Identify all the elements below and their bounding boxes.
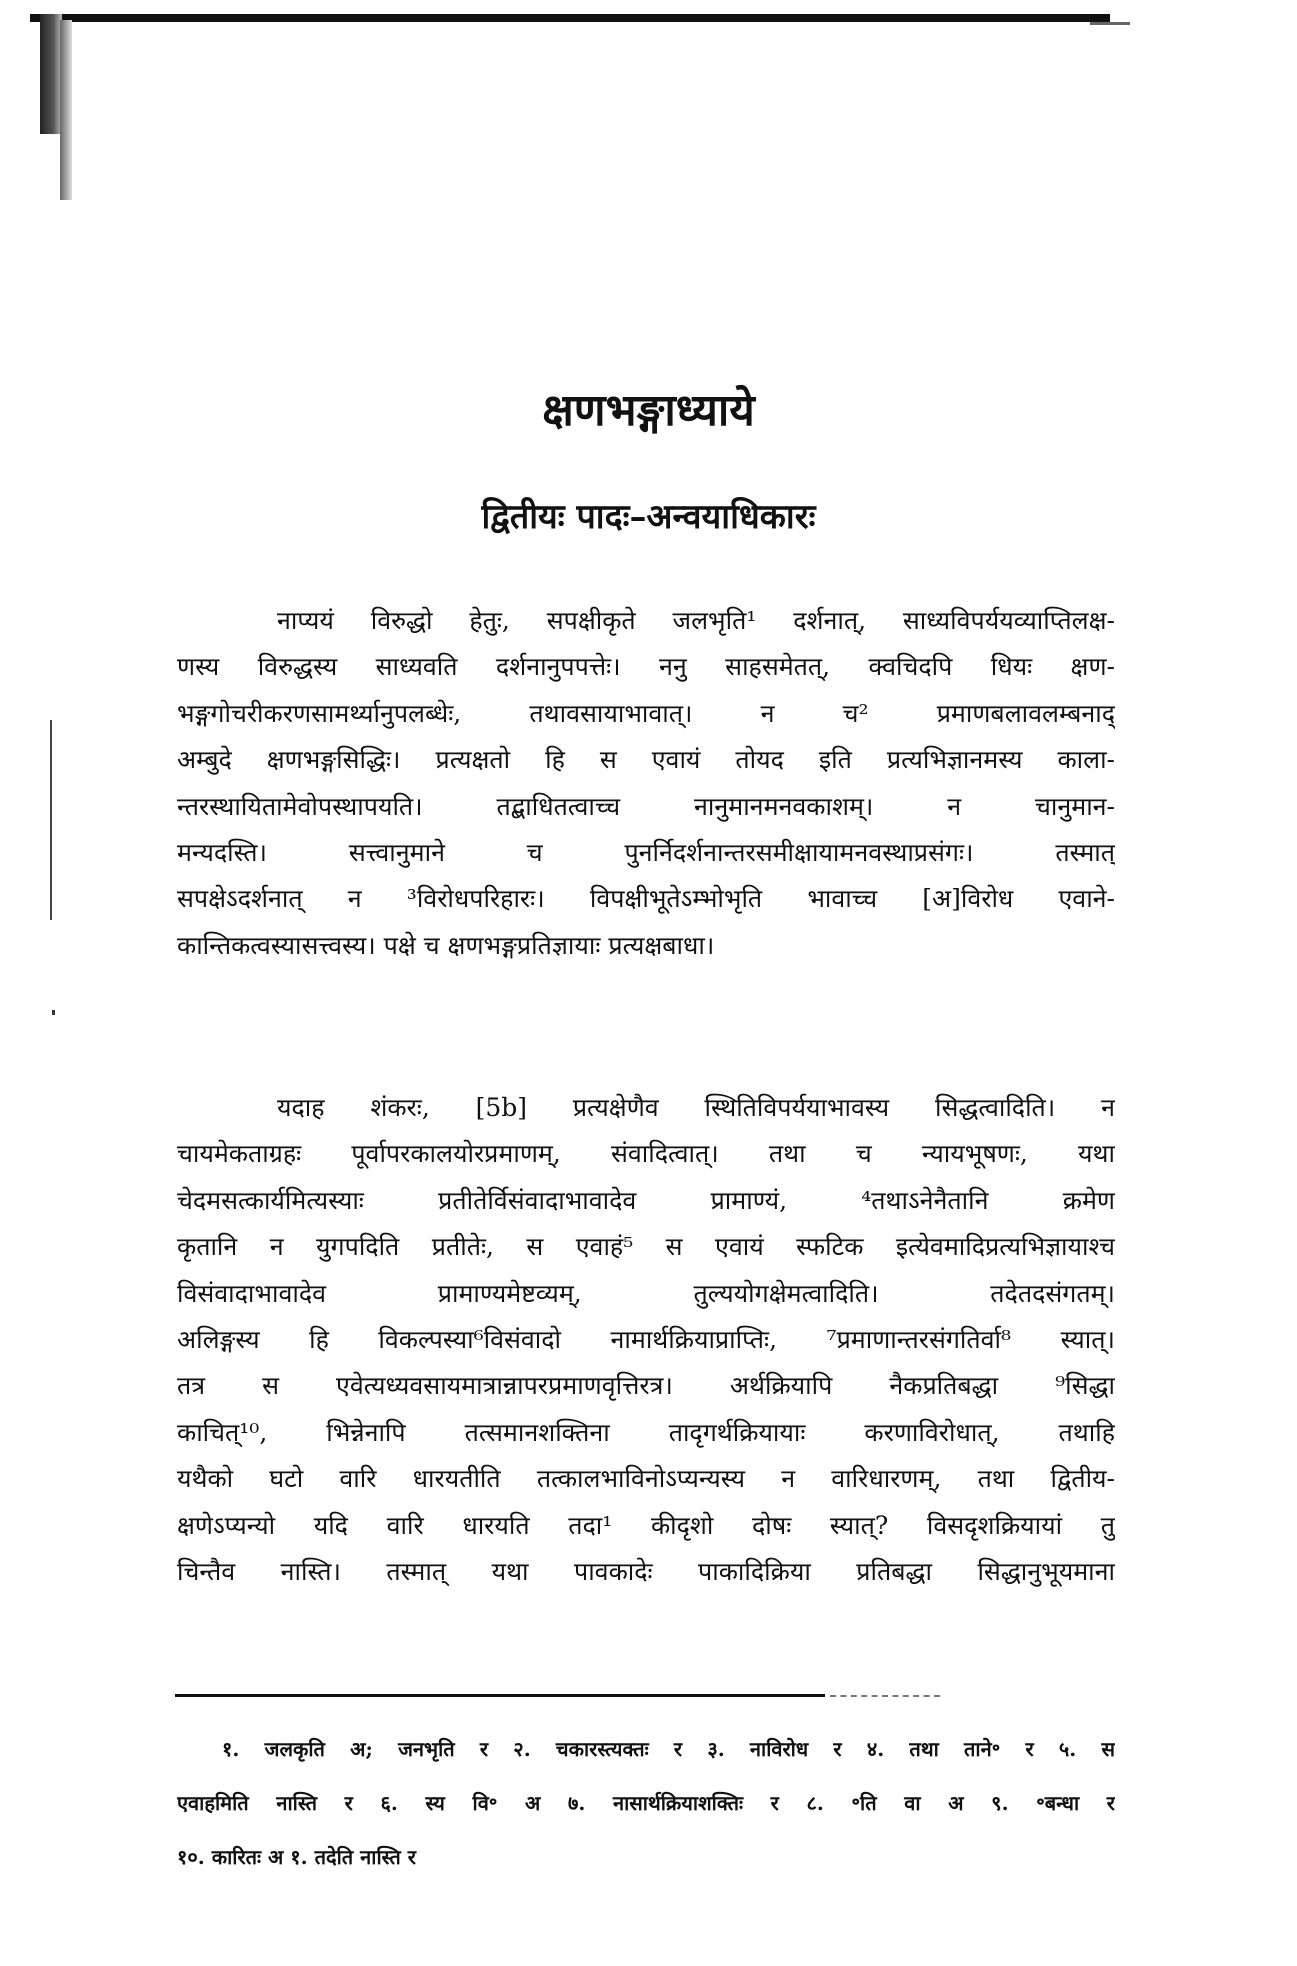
text-line: विसंवादाभावादेव प्रामाण्यमेष्टव्यम्, तुल्ययोगक्षेमत्वादिति। तदेतदसंगतम्। bbox=[177, 1278, 1115, 1308]
scan-border-top bbox=[30, 14, 1110, 22]
scan-border-top-fade bbox=[1090, 22, 1130, 25]
text-line: णस्य विरुद्धस्य साध्यवति दर्शनानुपपत्तेः। ननु साहसमेतत्, क्वचिदपि धियः क्षण- bbox=[177, 652, 1115, 682]
text-line: मन्यदस्ति। सत्त्वानुमाने च पुनर्निदर्शनान्तरसमीक्षायामनवस्थाप्रसंगः। तस्मात् bbox=[177, 837, 1115, 867]
text-line: क्षणेऽप्यन्यो यदि वारि धारयति तदा¹ कीदृशो दोषः स्यात्? विसदृशक्रियायां तु bbox=[177, 1510, 1115, 1540]
text-line: कान्तिकत्वस्यासत्त्वस्य। पक्षे च क्षणभङ्गप्रतिज्ञायाः प्रत्यक्षबाधा। bbox=[177, 930, 715, 960]
section-subtitle: द्वितीयः पादः–अन्वयाधिकारः bbox=[481, 497, 816, 537]
scan-speck bbox=[52, 1010, 55, 1015]
text-line: अलिङ्गस्य हि विकल्पस्या⁶विसंवादो नामार्थक्रियाप्राप्तिः, ⁷प्रमाणान्तरसंगतिर्वा⁸ स्यात्। bbox=[177, 1324, 1115, 1354]
text-line: नाप्ययं विरुद्धो हेतुः, सपक्षीकृते जलभृति¹ दर्शनात्, साध्यविपर्ययव्याप्तिलक्ष- bbox=[277, 606, 1115, 635]
footnote-divider bbox=[175, 1694, 825, 1697]
footnote-line: १. जलकृति अ; जनभृति र २. चकारस्त्यक्तः र ३. नाविरोध र ४. तथा ताने॰ र ५. स bbox=[222, 1737, 1115, 1761]
footnote-line: १०. कारितः अ १. तदेति नास्ति र bbox=[177, 1845, 416, 1869]
scan-border-left bbox=[40, 14, 62, 134]
text-line: चेदमसत्कार्यमित्यस्याः प्रतीतेर्विसंवादाभावादेव प्रामाण्यं, ⁴तथाऽनेनैतानि क्रमेण bbox=[177, 1185, 1115, 1215]
text-line: कृतानि न युगपदिति प्रतीतेः, स एवाहं⁵ स एवायं स्फटिक इत्येवमादिप्रत्यभिज्ञायाश्च bbox=[177, 1232, 1115, 1262]
footnote-divider-tail bbox=[830, 1695, 940, 1697]
chapter-title: क्षणभङ्गाध्याये bbox=[542, 385, 755, 436]
text-line: चिन्तैव नास्ति। तस्मात् यथा पावकादेः पाकादिक्रिया प्रतिबद्धा सिद्धानुभूयमाना bbox=[177, 1556, 1115, 1586]
text-line: यदाह शंकरः, [5b] प्रत्यक्षेणैव स्थितिविपर्ययाभावस्य सिद्धत्वादिति। न bbox=[277, 1093, 1115, 1122]
text-line: न्तरस्थायितामेवोपस्थापयति। तद्बाधितत्वाच्च नानुमानमनवकाशम्। न चानुमान- bbox=[177, 791, 1115, 821]
text-line: अम्बुदे क्षणभङ्गसिद्धिः। प्रत्यक्षतो हि स एवायं तोयद इति प्रत्यभिज्ञानमस्य काला- bbox=[177, 745, 1115, 775]
text-line: तत्र स एवेत्यध्यवसायमात्रान्नापरप्रमाणवृत्तिरत्र। अर्थक्रियापि नैकप्रतिबद्धा ⁹सिद्धा bbox=[177, 1371, 1115, 1401]
scan-margin-mark bbox=[50, 720, 52, 920]
footnotes bbox=[177, 1722, 1115, 1884]
text-line: भङ्गगोचरीकरणसामर्थ्यानुपलब्धेः, तथावसायाभावात्। न च² प्रमाणबलावलम्बनाद् bbox=[177, 698, 1115, 728]
text-line: चायमेकताग्रहः पूर्वापरकालयोरप्रमाणम्, संवादित्वात्। तथा च न्यायभूषणः, यथा bbox=[177, 1139, 1115, 1169]
text-line: सपक्षेऽदर्शनात् न ³विरोधपरिहारः। विपक्षीभूतेऽम्भोभृति भावाच्च [अ]विरोध एवाने- bbox=[177, 884, 1115, 914]
paragraph-1 bbox=[177, 598, 1115, 969]
footnote-line: एवाहमिति नास्ति र ६. स्य वि॰ अ ७. नासार्थक्रियाशक्तिः र ८. ॰ति वा अ ९. ॰बन्धा र bbox=[177, 1791, 1115, 1815]
text-line: यथैको घटो वारि धारयतीति तत्कालभाविनोऽप्यन्यस्य न वारिधारणम्, तथा द्वितीय- bbox=[177, 1464, 1115, 1494]
paragraph-2 bbox=[177, 1085, 1115, 1595]
text-line: काचित्¹⁰, भिन्नेनापि तत्समानशक्तिना तादृगर्थक्रियायाः करणाविरोधात्, तथाहि bbox=[177, 1417, 1115, 1447]
scan-border-left-shadow bbox=[60, 20, 72, 200]
